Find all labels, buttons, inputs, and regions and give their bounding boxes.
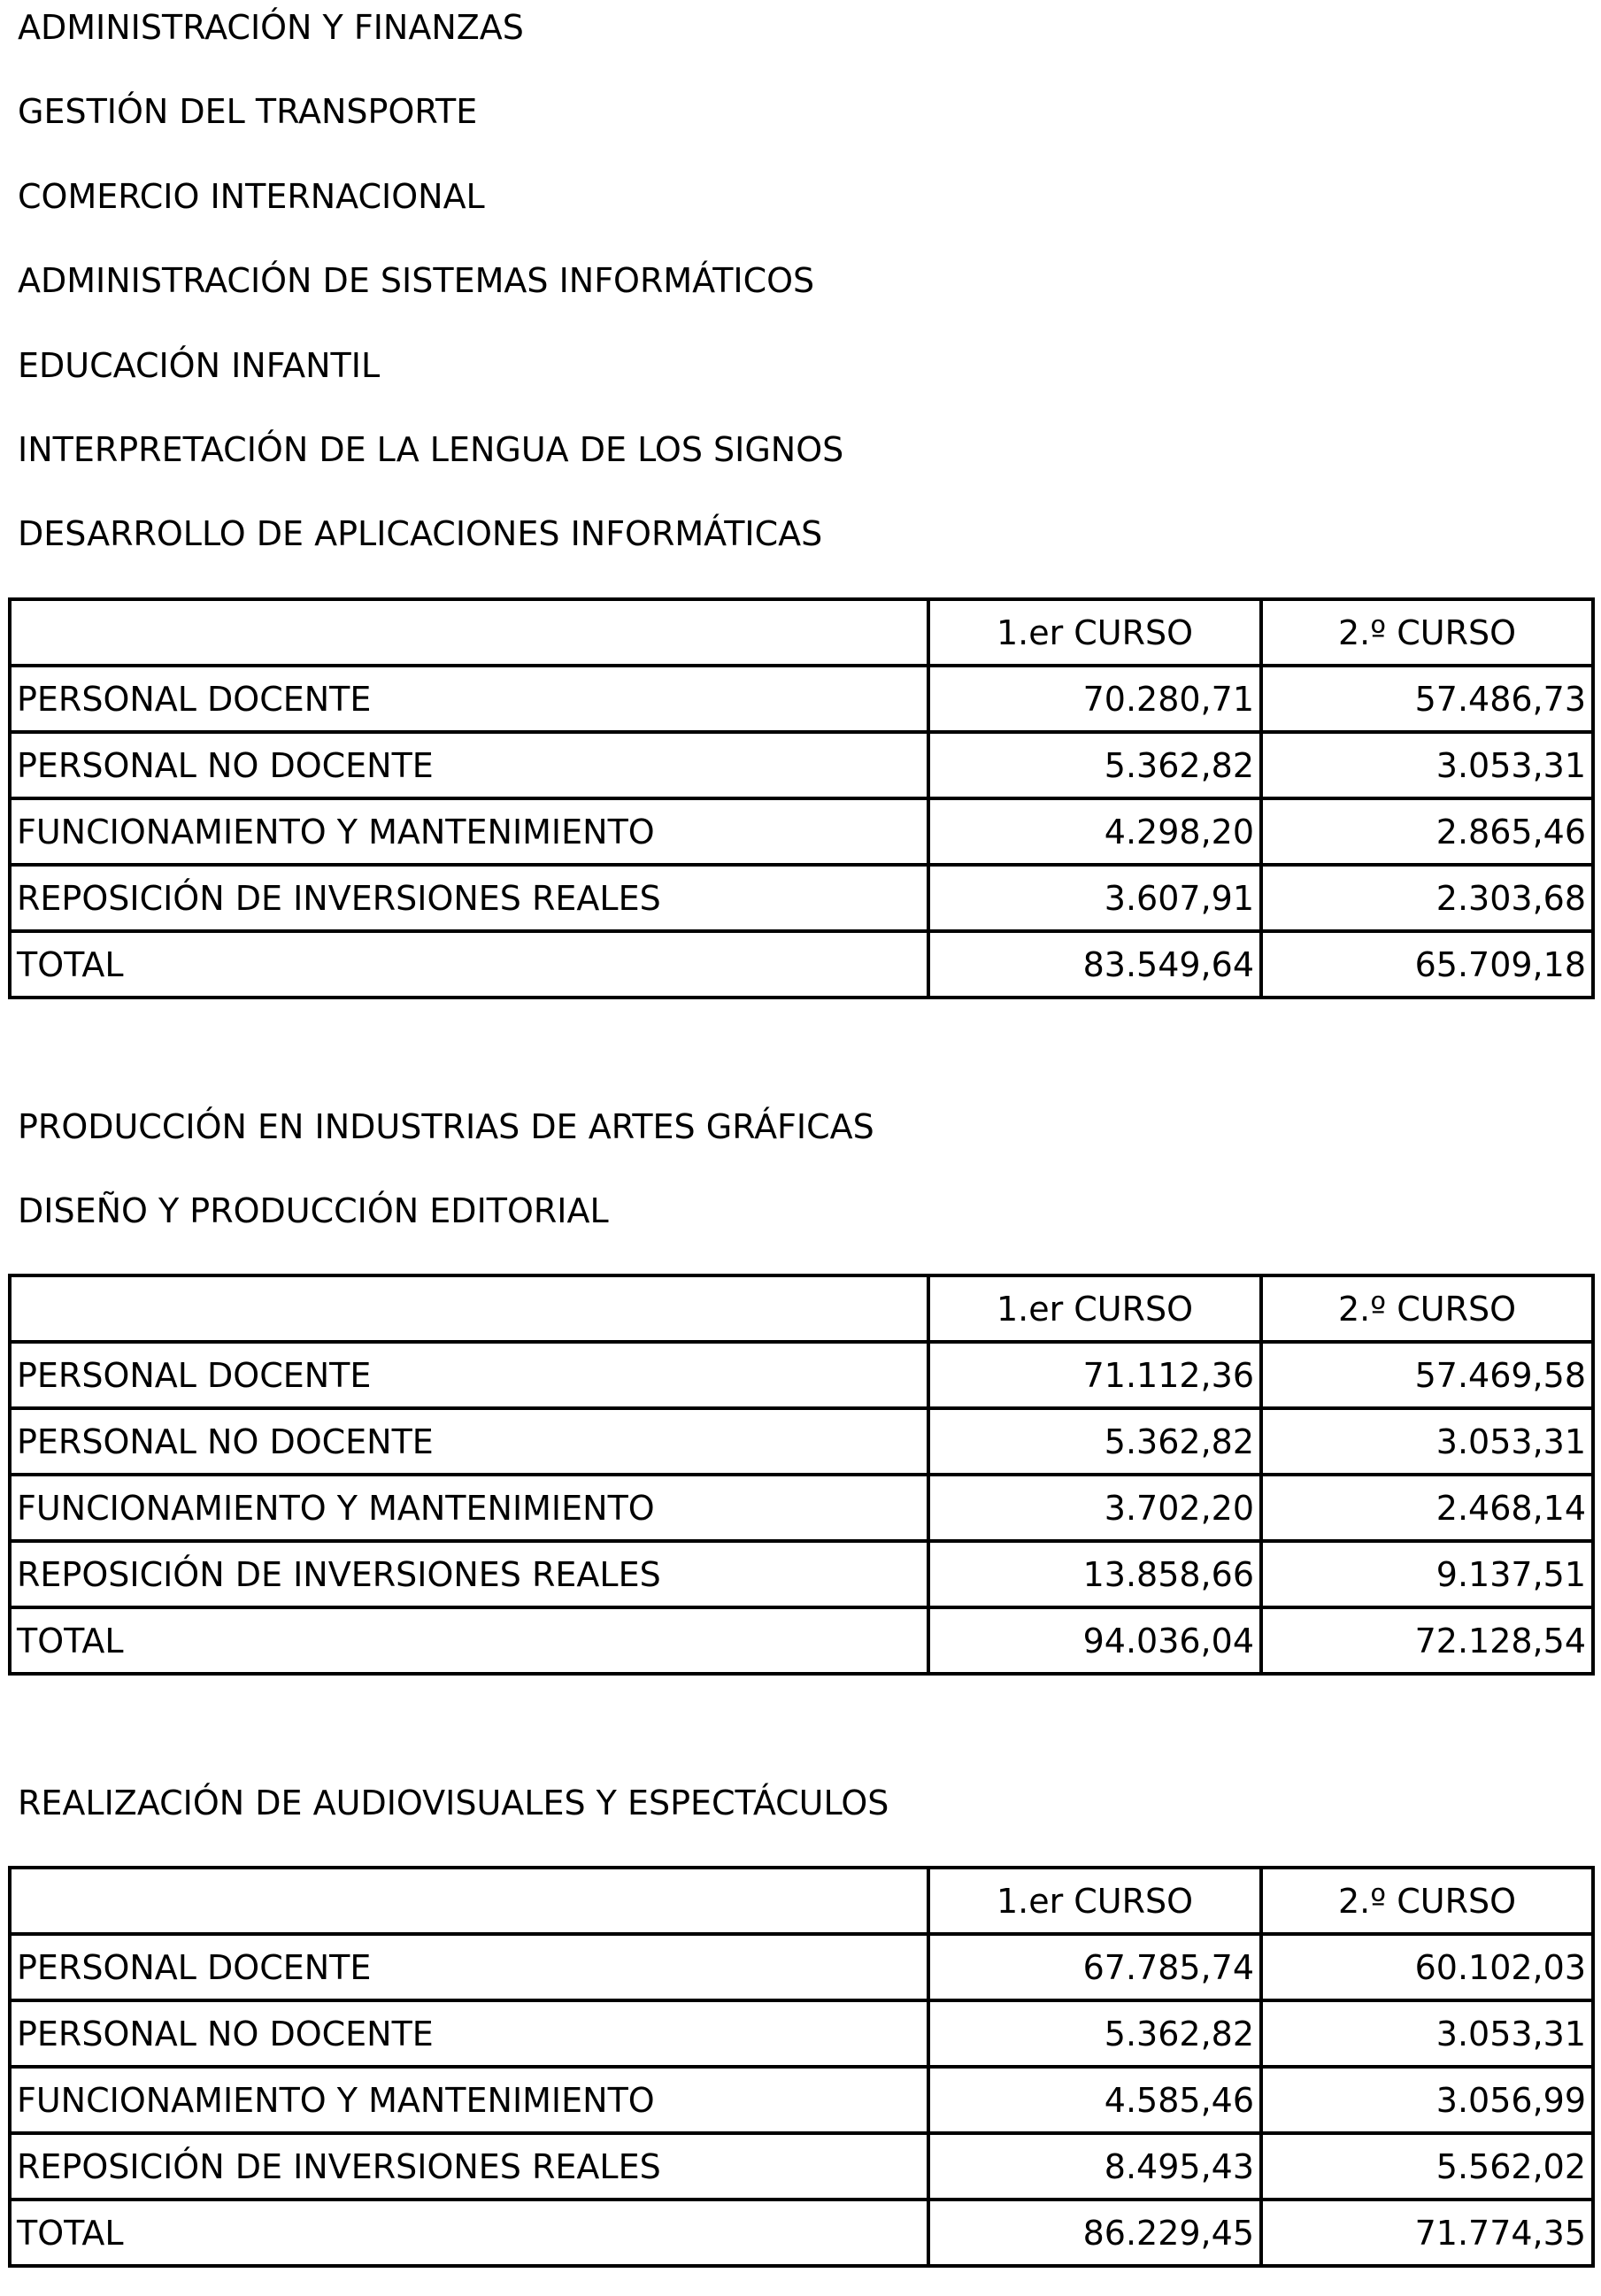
table-row xyxy=(10,2067,1593,2133)
section-1-heading-4: ADMINISTRACIÓN DE SISTEMAS INFORMÁTICOS xyxy=(18,261,815,300)
row-year2-value: 60.102,03 xyxy=(1261,1934,1593,2000)
row-year2-value: 57.469,58 xyxy=(1261,1342,1593,1408)
row-label: FUNCIONAMIENTO Y MANTENIMIENTO xyxy=(10,798,928,865)
header-blank-cell xyxy=(10,1868,928,1934)
row-year1-value: 13.858,66 xyxy=(928,1541,1261,1607)
table-row xyxy=(10,798,1593,865)
row-label: FUNCIONAMIENTO Y MANTENIMIENTO xyxy=(10,2067,928,2133)
table-header-row xyxy=(10,1275,1593,1342)
row-year1-value: 71.112,36 xyxy=(928,1342,1261,1408)
total-label: TOTAL xyxy=(10,1607,928,1674)
row-label: PERSONAL DOCENTE xyxy=(10,666,928,732)
row-year1-value: 3.702,20 xyxy=(928,1475,1261,1541)
section-2-heading-2: DISEÑO Y PRODUCCIÓN EDITORIAL xyxy=(18,1191,609,1230)
total-year1-value: 83.549,64 xyxy=(928,931,1261,998)
header-year1: 1.er CURSO xyxy=(928,1868,1261,1934)
table-row xyxy=(10,666,1593,732)
row-label: PERSONAL NO DOCENTE xyxy=(10,2000,928,2067)
total-label: TOTAL xyxy=(10,931,928,998)
total-year2-value: 65.709,18 xyxy=(1261,931,1593,998)
section-1-heading-1: ADMINISTRACIÓN Y FINANZAS xyxy=(18,8,524,47)
table-total-row xyxy=(10,1607,1593,1674)
header-blank-cell xyxy=(10,599,928,666)
table-header-row xyxy=(10,599,1593,666)
header-year2: 2.º CURSO xyxy=(1261,1868,1593,1934)
table-row xyxy=(10,1475,1593,1541)
section-1-heading-6: INTERPRETACIÓN DE LA LENGUA DE LOS SIGNOS xyxy=(18,430,844,469)
row-label: PERSONAL DOCENTE xyxy=(10,1342,928,1408)
row-year1-value: 5.362,82 xyxy=(928,2000,1261,2067)
total-year2-value: 71.774,35 xyxy=(1261,2200,1593,2266)
row-label: FUNCIONAMIENTO Y MANTENIMIENTO xyxy=(10,1475,928,1541)
row-year1-value: 4.298,20 xyxy=(928,798,1261,865)
table-row xyxy=(10,1934,1593,2000)
header-year2: 2.º CURSO xyxy=(1261,599,1593,666)
row-year2-value: 3.053,31 xyxy=(1261,1408,1593,1475)
section-3-heading-1: REALIZACIÓN DE AUDIOVISUALES Y ESPECTÁCULOS xyxy=(18,1784,889,1822)
table-total-row xyxy=(10,2200,1593,2266)
budget-table-1 xyxy=(8,597,1595,999)
row-year2-value: 2.303,68 xyxy=(1261,865,1593,931)
budget-table-2 xyxy=(8,1274,1595,1676)
table-total-row xyxy=(10,931,1593,998)
section-2-heading-1: PRODUCCIÓN EN INDUSTRIAS DE ARTES GRÁFICAS xyxy=(18,1107,874,1146)
total-year2-value: 72.128,54 xyxy=(1261,1607,1593,1674)
total-year1-value: 86.229,45 xyxy=(928,2200,1261,2266)
row-year1-value: 3.607,91 xyxy=(928,865,1261,931)
row-label: PERSONAL NO DOCENTE xyxy=(10,1408,928,1475)
table-row xyxy=(10,865,1593,931)
table-row xyxy=(10,1541,1593,1607)
row-label: REPOSICIÓN DE INVERSIONES REALES xyxy=(10,1541,928,1607)
row-year2-value: 5.562,02 xyxy=(1261,2133,1593,2200)
row-label: PERSONAL NO DOCENTE xyxy=(10,732,928,798)
budget-table-3 xyxy=(8,1866,1595,2268)
row-year2-value: 3.053,31 xyxy=(1261,2000,1593,2067)
section-1-heading-2: GESTIÓN DEL TRANSPORTE xyxy=(18,92,478,131)
row-year2-value: 3.056,99 xyxy=(1261,2067,1593,2133)
header-year2: 2.º CURSO xyxy=(1261,1275,1593,1342)
row-year2-value: 3.053,31 xyxy=(1261,732,1593,798)
table-row xyxy=(10,1342,1593,1408)
table-row xyxy=(10,1408,1593,1475)
total-label: TOTAL xyxy=(10,2200,928,2266)
row-year1-value: 5.362,82 xyxy=(928,732,1261,798)
table-row xyxy=(10,2133,1593,2200)
row-year1-value: 8.495,43 xyxy=(928,2133,1261,2200)
section-1-heading-3: COMERCIO INTERNACIONAL xyxy=(18,177,485,216)
table-row xyxy=(10,2000,1593,2067)
row-label: REPOSICIÓN DE INVERSIONES REALES xyxy=(10,865,928,931)
header-year1: 1.er CURSO xyxy=(928,1275,1261,1342)
row-label: REPOSICIÓN DE INVERSIONES REALES xyxy=(10,2133,928,2200)
row-year2-value: 9.137,51 xyxy=(1261,1541,1593,1607)
row-year2-value: 2.865,46 xyxy=(1261,798,1593,865)
header-blank-cell xyxy=(10,1275,928,1342)
row-year1-value: 5.362,82 xyxy=(928,1408,1261,1475)
header-year1: 1.er CURSO xyxy=(928,599,1261,666)
row-year2-value: 2.468,14 xyxy=(1261,1475,1593,1541)
row-year1-value: 70.280,71 xyxy=(928,666,1261,732)
section-1-heading-5: EDUCACIÓN INFANTIL xyxy=(18,346,381,385)
section-1-heading-7: DESARROLLO DE APLICACIONES INFORMÁTICAS xyxy=(18,514,823,553)
table-header-row xyxy=(10,1868,1593,1934)
table-row xyxy=(10,732,1593,798)
row-year1-value: 4.585,46 xyxy=(928,2067,1261,2133)
total-year1-value: 94.036,04 xyxy=(928,1607,1261,1674)
row-year2-value: 57.486,73 xyxy=(1261,666,1593,732)
row-label: PERSONAL DOCENTE xyxy=(10,1934,928,2000)
row-year1-value: 67.785,74 xyxy=(928,1934,1261,2000)
